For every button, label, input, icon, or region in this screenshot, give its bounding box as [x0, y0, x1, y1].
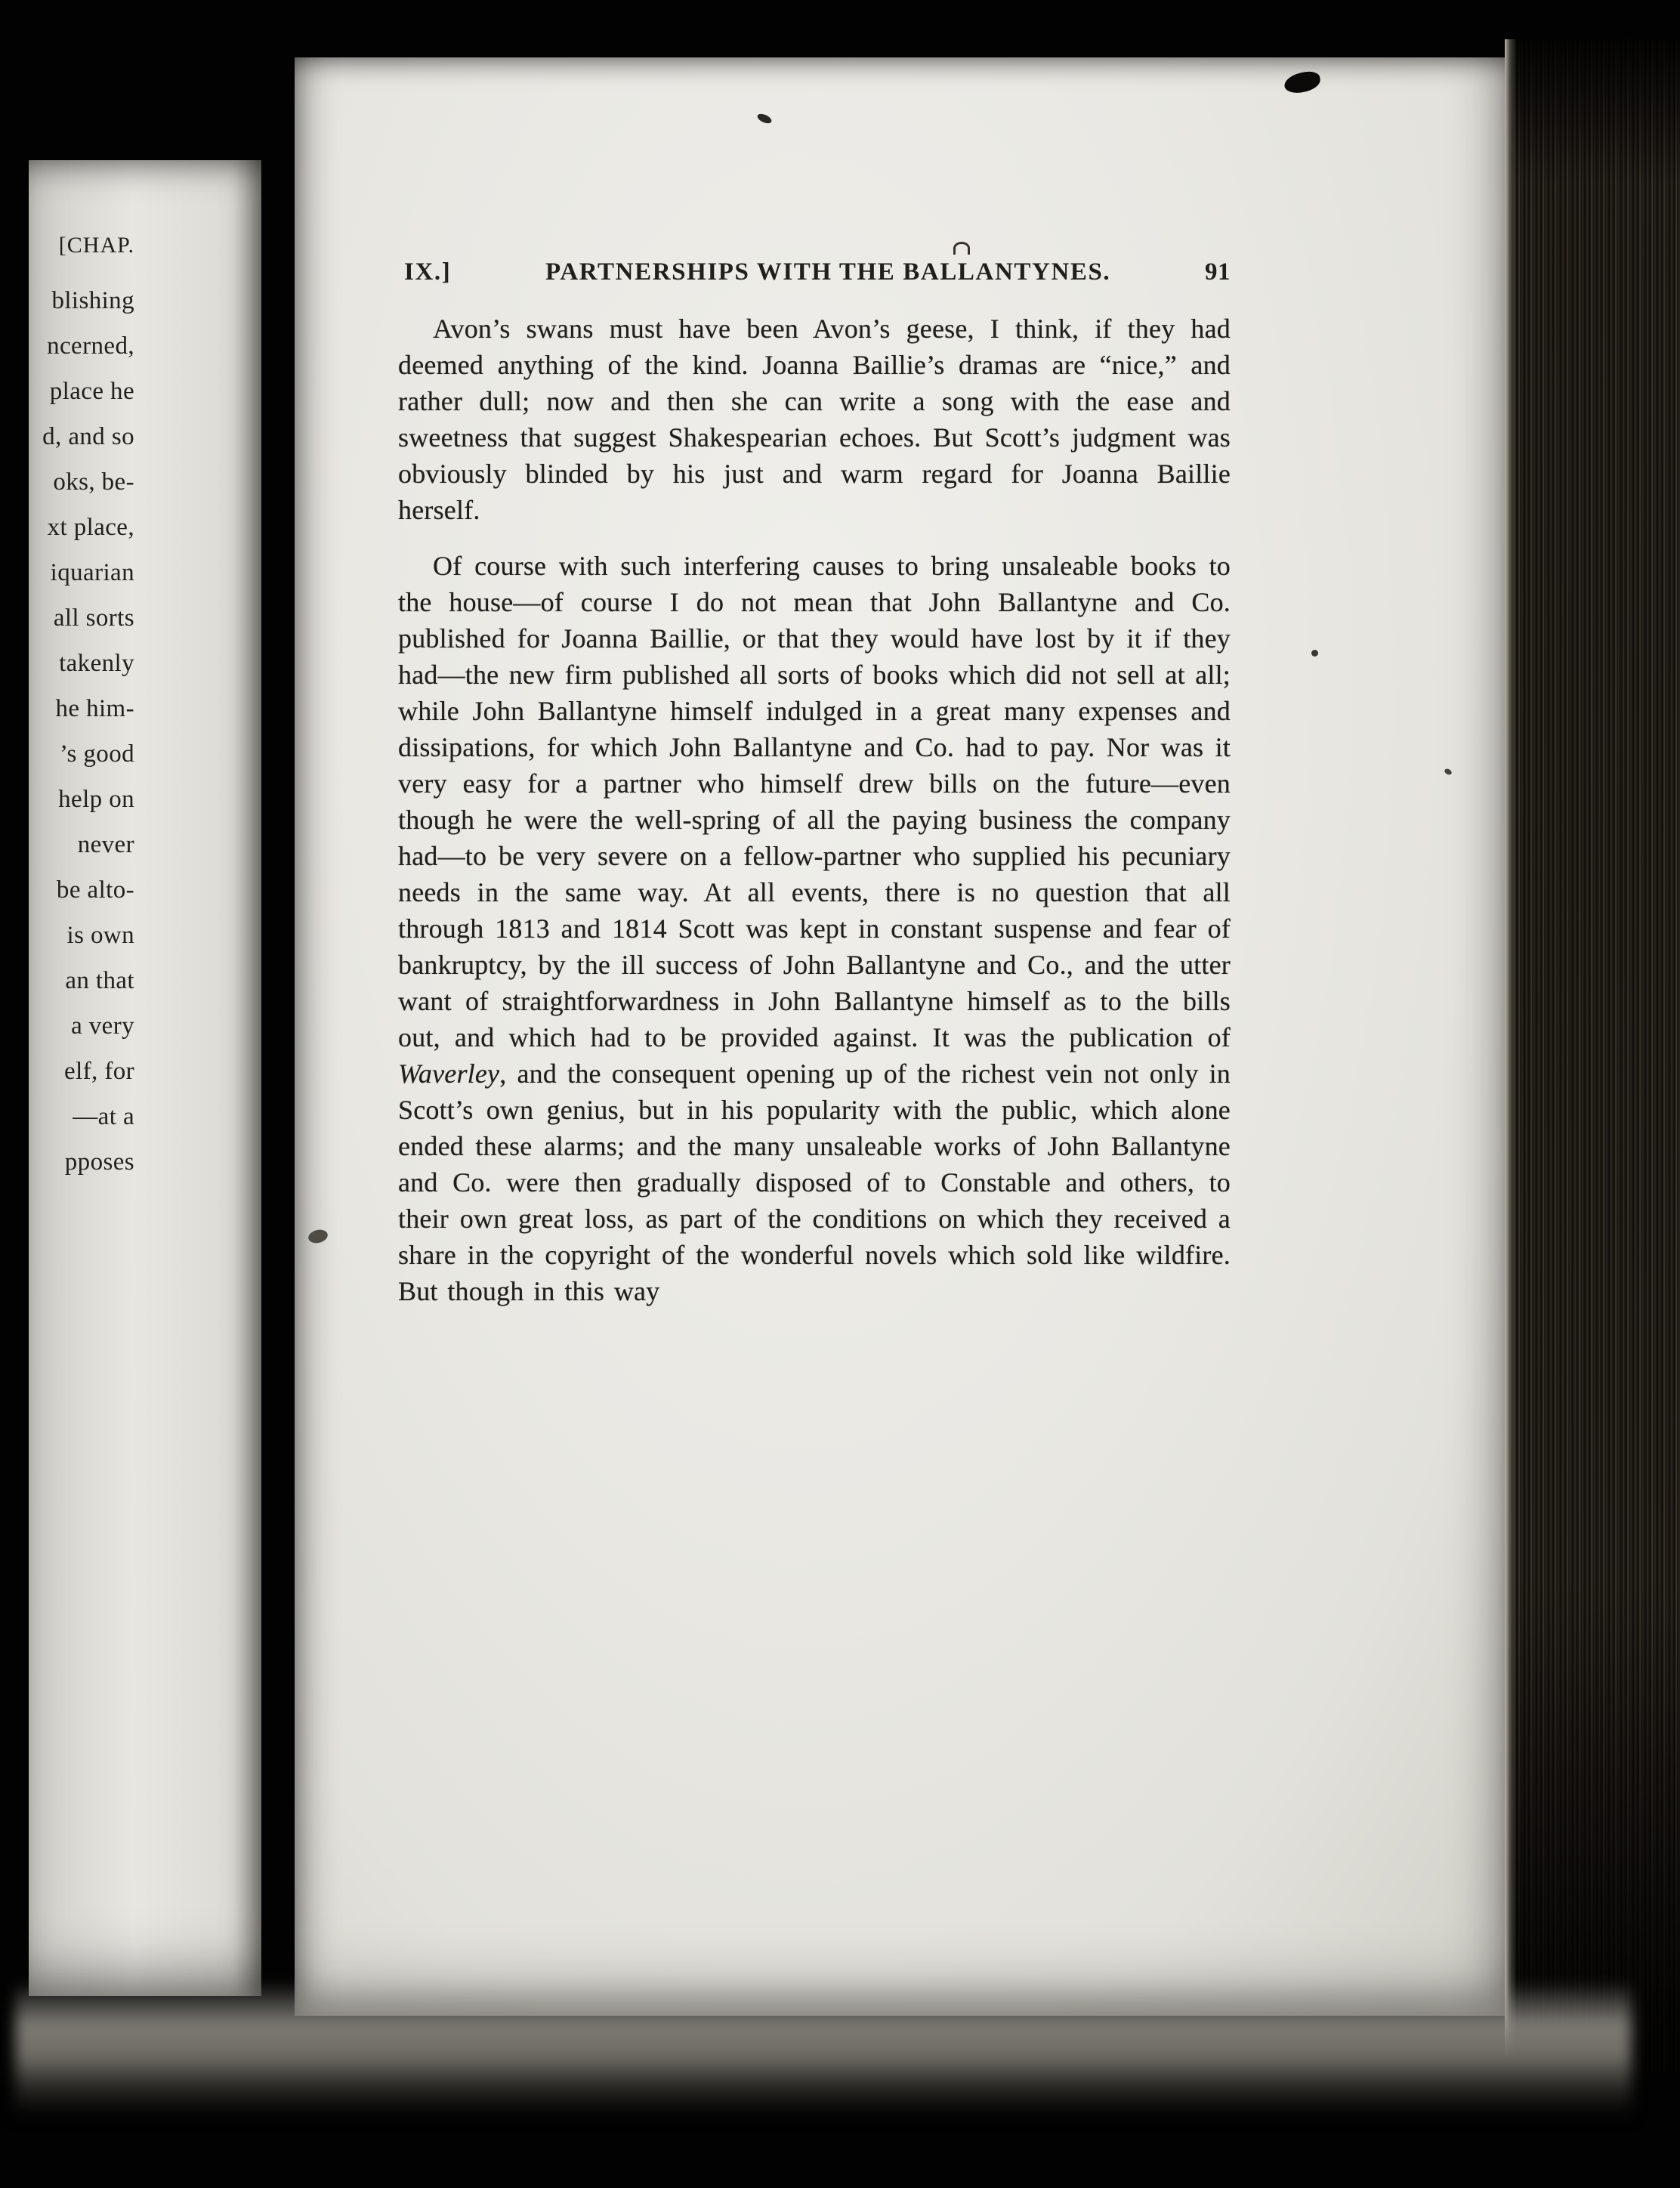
left-line-fragment: blishing: [51, 287, 134, 314]
left-line-fragment: an that: [65, 967, 134, 994]
page-number: 91: [1205, 258, 1231, 286]
left-line-fragment: all sorts: [53, 604, 134, 632]
left-page-text-fragments: [42, 233, 134, 1185]
left-line-fragment: he him-: [55, 695, 134, 722]
left-line-fragment: —at a: [73, 1103, 134, 1130]
paragraph-text: Avon’s swans must have been Avon’s geese, I think, if they had deemed anything of the kind. Joanna Baillie’s dramas are “nice,” and rather dull; now and then she can write a song with the ease and sweetness that suggest Shakespearian echoes. But Scott’s judgment was obviously blinded by his just and warm regard for Joanna Baillie herself.: [398, 314, 1231, 525]
italic-book-title: Waverley: [398, 1058, 500, 1089]
scan-speck: [1311, 650, 1318, 657]
left-line-fragment: xt place,: [47, 514, 134, 541]
body-text: [398, 311, 1231, 1309]
left-line-fragment: is own: [66, 922, 134, 949]
left-line-fragment: never: [77, 831, 134, 858]
left-line-fragment: takenly: [59, 650, 134, 677]
text-column: [398, 258, 1231, 1309]
paragraph: [398, 548, 1231, 1309]
left-line-fragment: iquarian: [50, 559, 134, 586]
paragraph-text: Of course with such interfering causes to bring unsaleable books to the house—of course I do not mean that John Ballantyne and Co. published for Joanna Baillie, or that they would have lost by it if they had—the new firm published all sorts of books which did not sell at all; while John Ballantyne himself indulged in a great many expenses and dissipations, for which John Ballantyne and Co. had to pay. Nor was it very easy for a partner who himself drew bills on the future—even though he were the well-spring of all the paying business the company had—to be very severe on a fellow-partner who supplied his pecuniary needs in the same way. At all events, there is no question that all through 1813 and 1814 Scott was kept in constant suspense and fear of bankruptcy, by the ill success of John Ballantyne and Co., and the utter want of straightforwardness in John Ballantyne himself as to the bills out, and which had to be provided against. It was the publication of: [398, 551, 1231, 1052]
left-line-fragment: ncerned,: [47, 332, 134, 360]
running-header-title: PARTNERSHIPS WITH THE BALLANTYNES.: [545, 258, 1111, 286]
left-line-fragment: oks, be-: [53, 468, 134, 496]
left-line-fragment: elf, for: [64, 1058, 134, 1085]
paragraph-text: , and the consequent opening up of the richest vein not only in Scott’s own genius, but in his popularity with the public, which alone ended these alarms; and the many unsaleable works of John Ballantyne and Co. were then gradually disposed of to Constable and others, to their own great loss, as part of the conditions on which they received a share in the copyright of the wonderful novels which sold like wildfire. But though in this way: [398, 1058, 1231, 1306]
left-line-fragment: be alto-: [56, 876, 134, 904]
left-page: [29, 160, 261, 1996]
left-line-fragment: place he: [49, 378, 134, 405]
running-header: [398, 258, 1231, 286]
left-line-fragment: help on: [58, 786, 134, 813]
left-line-fragment: pposes: [64, 1148, 134, 1176]
right-page: [295, 57, 1506, 2016]
paragraph: [398, 311, 1231, 528]
book-bottom-edge: [15, 1981, 1632, 2117]
left-running-header-fragment: [CHAP.: [58, 233, 134, 258]
left-line-fragment: a very: [71, 1012, 134, 1040]
left-line-fragment: ’s good: [59, 740, 134, 768]
left-line-fragment: d, and so: [42, 423, 134, 450]
scan-speck: [953, 242, 970, 255]
book-fore-edge: [1505, 39, 1680, 2072]
chapter-label: IX.]: [404, 258, 452, 286]
